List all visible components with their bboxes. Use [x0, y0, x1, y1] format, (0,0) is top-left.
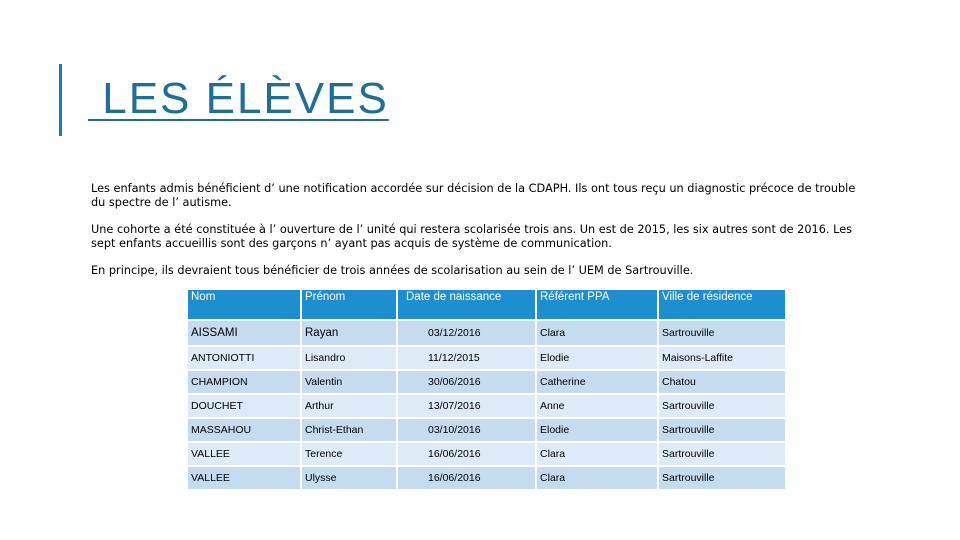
cell-ville: Sartrouville: [659, 419, 785, 441]
title-accent-bar: [59, 64, 62, 136]
cell-prenom: Christ-Ethan: [302, 419, 396, 441]
table-row: [188, 443, 785, 465]
cell-ville: Chatou: [659, 371, 785, 393]
cell-nom: CHAMPION: [188, 371, 300, 393]
header-ville: Ville de résidence: [659, 290, 785, 319]
cell-prenom: Valentin: [302, 371, 396, 393]
cell-date-naissance: 11/12/2015: [398, 347, 535, 369]
cell-prenom: Ulysse: [302, 467, 396, 489]
cell-prenom: Lisandro: [302, 347, 396, 369]
table-row: [188, 419, 785, 441]
header-date-naissance: Date de naissance: [398, 290, 535, 319]
paragraph-cohort: Une cohorte a été constituée à l’ ouverture de l’ unité qui restera scolarisée trois ans. Un est de 2015, les six autres sont de 2016. Les sept enfants accueillis sont des garçons n’ ayant pas acquis de système de communication.: [91, 223, 853, 250]
table-row: [188, 371, 785, 393]
cell-prenom: Rayan: [302, 321, 396, 345]
cell-referent: Catherine: [537, 371, 657, 393]
cell-date-naissance: 30/06/2016: [398, 371, 535, 393]
students-table: [186, 288, 787, 491]
cell-prenom: Terence: [302, 443, 396, 465]
cell-nom: MASSAHOU: [188, 419, 300, 441]
cell-ville: Sartrouville: [659, 395, 785, 417]
cell-referent: Anne: [537, 395, 657, 417]
cell-referent: Clara: [537, 321, 657, 345]
cell-ville: Sartrouville: [659, 321, 785, 345]
cell-date-naissance: 16/06/2016: [398, 443, 535, 465]
cell-ville: Sartrouville: [659, 443, 785, 465]
table-header-row: [188, 290, 785, 319]
table-row: [188, 321, 785, 345]
table-row: [188, 395, 785, 417]
cell-referent: Elodie: [537, 419, 657, 441]
header-nom: Nom: [188, 290, 300, 319]
cell-referent: Clara: [537, 443, 657, 465]
paragraph-notification: Les enfants admis bénéficient d’ une notification accordée sur décision de la CDAPH. Ils ont tous reçu un diagnostic précoce de trouble du spectre de l’ autisme.: [91, 182, 856, 209]
slide-body: [91, 182, 861, 291]
table-row: [188, 347, 785, 369]
table-row: [188, 467, 785, 489]
slide-title: LES ÉLÈVES: [88, 74, 389, 123]
cell-ville: Maisons-Laffite: [659, 347, 785, 369]
cell-nom: VALLEE: [188, 467, 300, 489]
paragraph-schooling: En principe, ils devraient tous bénéficier de trois années de scolarisation au sein de l’ UEM de Sartrouville.: [91, 264, 694, 277]
header-prenom: Prénom: [302, 290, 396, 319]
cell-nom: ANTONIOTTI: [188, 347, 300, 369]
cell-referent: Clara: [537, 467, 657, 489]
cell-date-naissance: 03/10/2016: [398, 419, 535, 441]
header-referent: Référent PPA: [537, 290, 657, 319]
cell-nom: DOUCHET: [188, 395, 300, 417]
cell-nom: VALLEE: [188, 443, 300, 465]
cell-date-naissance: 16/06/2016: [398, 467, 535, 489]
students-table-container: [186, 288, 787, 491]
cell-prenom: Arthur: [302, 395, 396, 417]
cell-referent: Elodie: [537, 347, 657, 369]
cell-nom: AISSAMI: [188, 321, 300, 345]
cell-ville: Sartrouville: [659, 467, 785, 489]
cell-date-naissance: 13/07/2016: [398, 395, 535, 417]
cell-date-naissance: 03/12/2016: [398, 321, 535, 345]
